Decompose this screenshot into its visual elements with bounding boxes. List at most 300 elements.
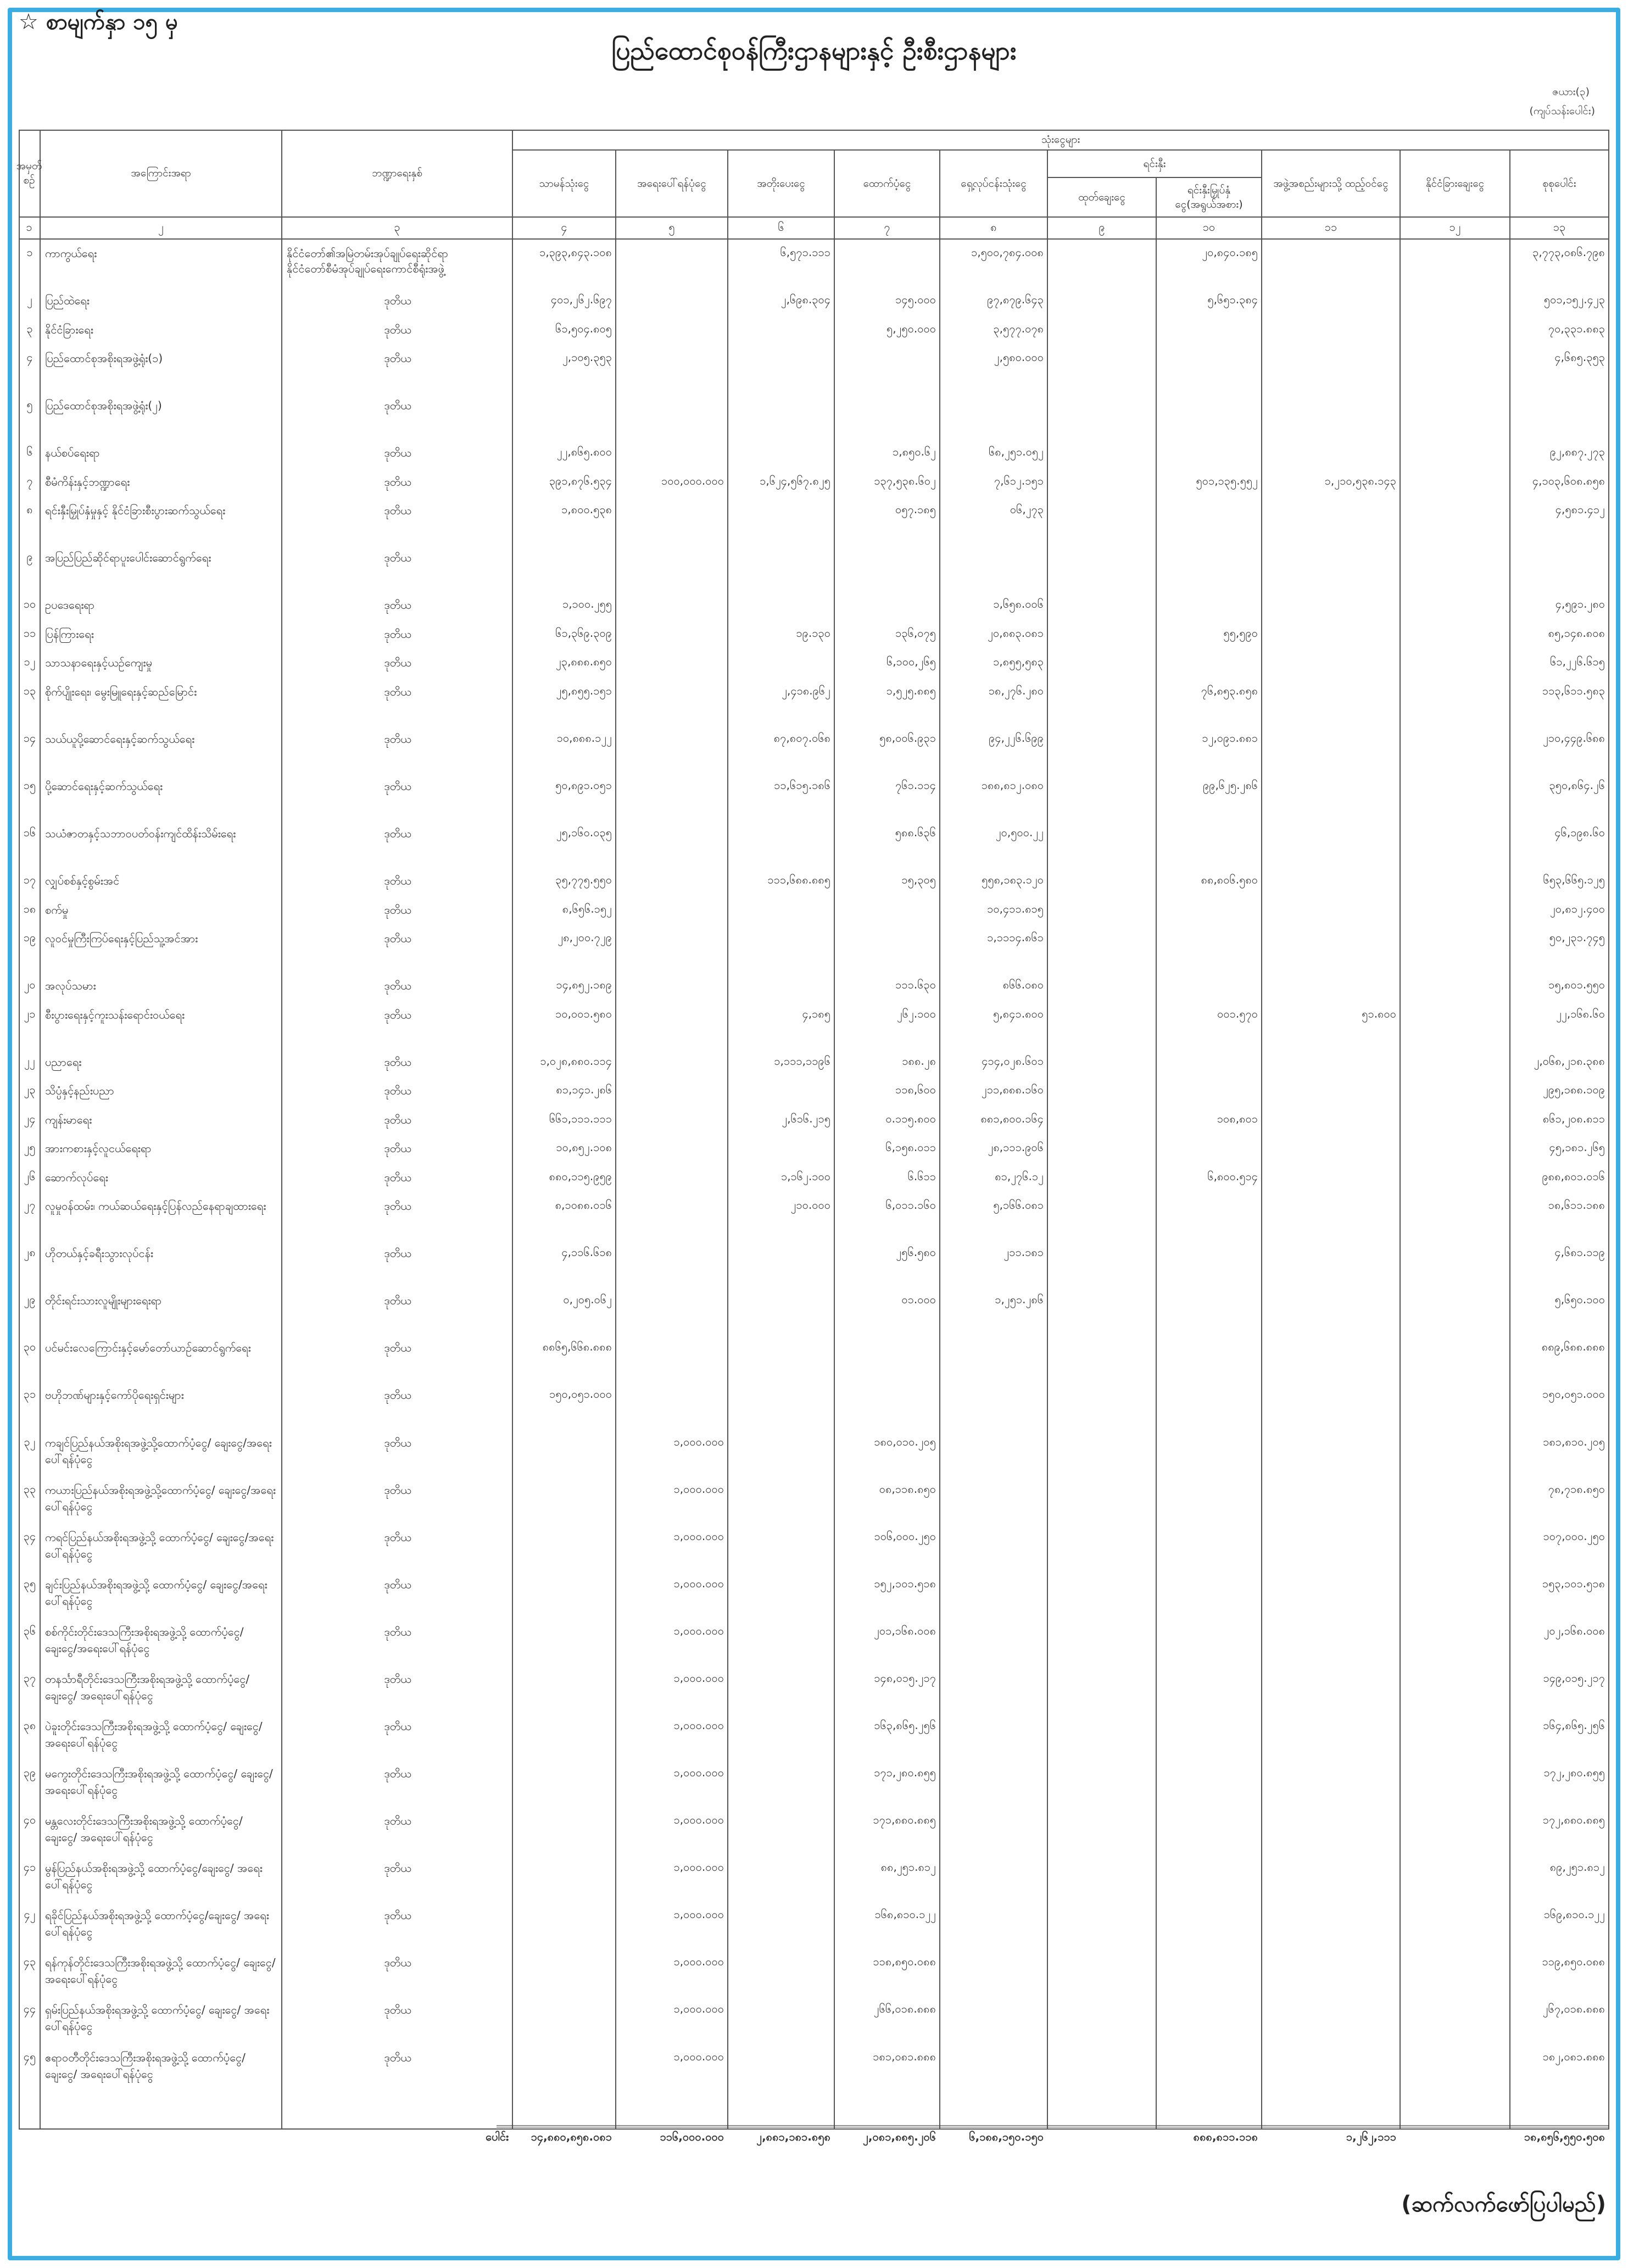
row-value: ၁,၈၅၀.၆၂ [893,445,936,459]
row-value: ၄,၁၁၆.၆၁၈ [561,1246,612,1259]
row-value: ၅,၆၅၀.၁၀၀ [1554,1293,1605,1307]
row-type: ဒုတိယ [384,685,411,698]
total-value: ၂,၀၈၁,၈၈၅.၂၀၆ [863,2130,936,2143]
row-value: ၁၈၁,၈၁၀.၂၀၅ [1543,1435,1605,1448]
row-value: ၆,၀၁၁.၁၆၀ [885,1198,936,1212]
row-value: ၆,၈၀၀.၅၁၄ [1207,1169,1258,1183]
row-value: ၁၆၉,၈၁၀.၁၂၂ [1543,1908,1605,1921]
column-number: ၁ [19,218,41,240]
row-label: ပင်မင်းလေကြောင်းနှင့်မော်တော်ယာဉ်ဆောင်ရွက်ရေး [45,1341,251,1355]
row-number: ၇ [26,474,33,487]
row-label: စီးပွားရေးနှင့်ကူးသန်းရောင်းဝယ်ရေး [45,1008,185,1021]
row-value: ၁၀၈,၈၀၁ [1217,1111,1258,1125]
table-number: ဇယား(၃) [1552,86,1590,98]
row-value: ၄,၆၈၁.၁၁၉ [1554,1246,1605,1259]
row-value: ၁,၁၀၀.၂၅၅ [562,597,612,611]
row-number: ၂၈ [24,1246,36,1259]
row-value: ၄၁၄,၀၂၈.၆၀၁ [982,1054,1044,1068]
row-value: ၈၅,၁၄၈.၈၀၈ [1548,626,1605,640]
row-value: ၁၁၈,၈၅၀.၀၈၈ [873,1955,936,1969]
row-value: ၃၉၁,၈၇၆.၅၃၄ [549,474,612,487]
row-value: ၁၃၇,၅၃၈.၆၀၂ [874,474,936,487]
row-value: ၂၅,၁၆၀.၀၃၅ [556,826,612,840]
row-value: ၂၁၀,၄၄၉.၆၈၈ [1543,731,1605,744]
row-value: ၁၇၁,၂၈၀.၈၅၅ [874,1766,936,1780]
row-value: ၁၈၈.၂၈ [902,1054,936,1068]
row-value: ၇,၆၁၂.၁၅၁ [994,474,1044,487]
row-value: ၁၁၉,၈၅၀.၀၈၈ [1542,1955,1605,1969]
row-number: ၂၁ [24,1007,36,1020]
row-type: ဒုတိယ [384,1008,411,1021]
row-value: ၁,၅၀၀,၇၈၄.၀၀၈ [971,246,1044,259]
row-type: ဒုတိယ [384,1199,411,1213]
row-number: ၁၀ [23,597,36,611]
row-type: ဒုတိယ [384,827,411,841]
row-value: ၇၆,၈၅၃.၈၅၈ [1201,683,1258,697]
row-value: ၆၆၁,၁၁၁.၁၁၁ [549,1111,612,1125]
row-value: ၁,၀၀၀.၀၀၀ [673,2002,724,2016]
row-value: ၁၁၁.၆၃၀ [895,978,936,992]
row-value: ၉၄,၂၂၆.၆၉၉ [989,731,1044,744]
row-value: ၆၁,၂၂၆.၆၁၅ [1550,655,1605,669]
row-type: ဒုတိယ [384,1814,411,1828]
column-number: ၅ [616,218,728,240]
row-number: ၃၆ [23,1624,36,1637]
row-value: ၁,၀၀၀.၀၀၀ [673,1529,724,1543]
row-value: ၉၈၈,၈၀၁.၀၁၆ [1542,1169,1605,1183]
row-number: ၄၁ [23,1860,36,1874]
continued-note: (ဆက်လက်ဖော်ပြပါမည်) [1401,2192,1606,2217]
row-type: ဒုတိယ [384,475,411,488]
row-value: ၁,၆၂၄,၅၆၇.၈၂၅ [760,474,830,487]
row-label: ပဲခူးတိုင်းဒေသကြီးအစိုးရအဖွဲ့သို့ ထောက်ပံ့ငွေ/ ချေးငွေ/ အရေးပေါ်ရန်ပုံငွေ [45,1719,263,1749]
row-type: ဒုတိယ [384,551,411,565]
row-type: ဒုတိယ [384,1170,411,1184]
column-number: ၂ [41,218,282,240]
row-label: ဗဟိုဘဏ်များနှင့်ကော်ပိုရေးရှင်းများ [45,1388,184,1402]
row-number: ၁၄ [23,731,36,744]
row-number: ၃၁ [23,1387,36,1401]
header-expenditure-group: သုံးငွေများ [513,130,1609,151]
row-value: ၁,၈၅၅,၅၈၃ [993,655,1044,669]
row-value: ၈၆၆.၀၈၀ [1002,978,1044,992]
row-type: ဒုတိယ [384,932,411,946]
row-value: ၂၀,၈၄၀.၁၈၅ [1202,246,1258,259]
row-value: ၁၉.၁၃၀ [796,626,830,640]
row-value: ၁,၂၁၀,၅၃၈.၁၄၃ [1324,474,1396,487]
row-value: ၀၀၁.၅၇၀ [1217,1007,1258,1020]
row-value: ၁၅၀,၀၅၁.၀၀၀ [549,1387,612,1401]
row-value: ၉၉,၆၂၅.၂၈၆ [1202,778,1258,792]
row-value: ၁,၀၀၀.၀၀၀ [673,1908,724,1921]
row-label: မွန်ပြည်နယ်အစိုးရအဖွဲ့သို့ ထောက်ပံ့ငွေ/ချေးငွေ/ အရေးပေါ်ရန်ပုံငွေ [45,1861,263,1892]
row-value: ၁,၆၅၈.၀၀၆ [993,597,1044,611]
row-value: ၁၄,၈၅၂.၁၈၉ [556,978,612,992]
row-type: ဒုတိယ [384,1113,411,1126]
row-value: ၈၁,၂၇၆.၁၂ [995,1169,1044,1183]
row-label: တိုင်းရင်းသားလူမျိုးများရေးရာ [45,1294,162,1308]
row-value: ၂၆၆,၀၁၈.၈၈၈ [873,2002,936,2016]
row-value: ၅,၈၄၁.၈၀၀ [993,1007,1044,1020]
row-type: ဒုတိယ [384,1530,411,1544]
column-number: ၁၀ [1157,218,1262,240]
row-label: လူဝင်မှုကြီးကြပ်ရေးနှင့်ပြည်သူ့အင်အား [45,932,198,946]
row-value: ၆,၁၅၈.၀၁၁ [885,1141,936,1154]
row-number: ၁ [26,246,33,259]
row-value: ၁၇၂,၈၈၀.၈၈၅ [1542,1813,1605,1827]
row-label: ပြန်ကြားရေး [45,627,94,641]
row-value: ၂,၄၁၈.၉၆၂ [782,683,830,697]
row-value: ၂၂,၁၆၈.၆၀ [1556,1007,1605,1020]
row-value: ၂,၆၉၈.၃၀၄ [780,293,830,307]
row-value: ၂၃,၈၈၈.၈၅၀ [556,655,612,669]
row-label: မန္တလေးတိုင်းဒေသကြီးအစိုးရအဖွဲ့သို့ ထောက်ပံ့ငွေ/ ချေးငွေ/ အရေးပေါ်ရန်ပုံငွေ [45,1814,243,1844]
row-value: ၆၁,၃၆၉.၃၀၉ [555,626,612,640]
row-number: ၉ [26,550,33,564]
row-value: ၁၀၇,၀၀၀.၂၅၀ [1543,1529,1605,1543]
row-value: ၁,၀၀၀.၀၀၀ [673,1766,724,1780]
row-value: ၄၅,၁၈၁.၂၆၅ [1549,1141,1605,1154]
row-number: ၂ [27,293,32,307]
row-label: သယံဇာတနှင့်သဘာဝပတ်ဝန်းကျင်ထိန်းသိမ်းရေး [45,827,236,841]
row-value: ၂၀၂,၁၆၈.၀၀၈ [1543,1624,1605,1637]
row-value: ၈၈၉,၆၈၈.၈၈၈ [1541,1340,1605,1354]
total-rule [497,2125,1609,2127]
budget-table [16,130,1609,2143]
row-value: ၅,၁၆၆.၀၈၁ [993,1198,1044,1212]
row-value: ၅,၆၅၁.၃၈၄ [1207,293,1258,307]
header-capital-subgroup: ရင်းနှီး [1048,151,1262,178]
row-type: ဒုတိယ [384,504,411,518]
page-reference: ☆ စာမျက်နှာ ၁၅ မှ [19,9,178,35]
row-number: ၂၉ [24,1293,36,1307]
row-type: ဒုတိယ [384,1341,411,1355]
row-value: ၃,၅၇၇.၀၇၈ [993,321,1044,335]
row-type: ဒုတိယ [384,1055,411,1069]
row-value: ၈၈၁,၈၀၀.၁၆၄ [980,1111,1044,1125]
row-label: မကွေးတိုင်းဒေသကြီးအစိုးရအဖွဲ့သို့ ထောက်ပံ့ငွေ/ ချေးငွေ/ အရေးပေါ်ရန်ပုံငွေ [45,1767,273,1797]
row-value: ၁,၁၆၂.၁၀၀ [780,1169,830,1183]
row-number: ၁၂ [24,655,36,669]
row-type: ဒုတိယ [384,598,411,612]
row-number: ၄၀ [23,1813,36,1827]
row-label: ပို့ဆောင်ရေးနှင့်ဆက်သွယ်ရေး [45,779,163,793]
row-value: ၇၀,၃၃၁.၈၈၃ [1548,321,1605,335]
row-value: ၀၁.၀၀၀ [901,1293,936,1307]
row-number: ၅ [26,398,33,412]
row-value: ၁၄၅.၀၀၀ [895,293,936,307]
row-value: ၀.၁၁၅.၈၀၀ [885,1111,936,1125]
header-c11: ရင်းနှီးမြှုပ်နှံငွေ(အရွယ်အစား) [1157,178,1262,218]
row-label: စက်မှု [45,903,69,916]
row-value: ၈၉,၂၅၁.၈၁၂ [1549,1860,1605,1874]
row-value: ၂၀,၅၀၀.၂၂ [995,826,1044,840]
row-value: ၁,၂၅၁.၂၈၆ [995,1293,1044,1307]
header-c8: ထောက်ပံ့ငွေ [835,151,940,218]
row-number: ၄၃ [23,1955,36,1969]
row-type: ဒုတိယ [384,1625,411,1638]
row-number: ၈ [26,503,33,516]
row-value: ၀၈,၁၁၈.၈၅၀ [879,1482,936,1496]
row-type: ဒုတိယ [384,656,411,670]
row-value: ၅၈၈.၆၃၆ [895,826,936,840]
row-type: ဒုတိယ [384,1577,411,1591]
row-number: ၄၂ [24,1908,36,1921]
column-line [1048,240,1157,2130]
row-type: ဒုတိယ [384,2050,411,2064]
row-value: ၁,၀၀၀.၀၀၀ [673,1624,724,1637]
row-number: ၂၄ [24,1111,36,1125]
row-number: ၃၀ [23,1340,36,1354]
row-value: ၁,၁၁၁,၁၁၉၆ [774,1054,830,1068]
row-number: ၂၃ [24,1083,36,1097]
row-value: ၁၀,၀၀၁.၅၈၀ [555,1007,612,1020]
row-label: ရင်းနှီးမြှုပ်နှံမှုနှင့် နိုင်ငံခြားစီးပွားဆက်သွယ်ရေး [45,504,226,518]
row-value: ၅၅,၅၉၀ [1223,626,1258,640]
column-number: ၁၂ [1401,218,1510,240]
row-number: ၃၉ [23,1766,36,1780]
row-value: ၁၈၂,၀၈၁.၈၈၈ [1542,2049,1605,2063]
row-label: သယ်ယူပို့ဆောင်ရေးနှင့်ဆက်သွယ်ရေး [45,732,195,746]
row-value: ၀,၂၀၅.၀၆၂ [563,1293,612,1307]
column-number: ၃ [282,218,513,240]
row-value: ၃၅,၇၇၅.၅၅၀ [555,873,612,887]
row-value: ၅၀၁,၁၅၂.၄၂၃ [1543,293,1605,307]
row-number: ၁၅ [23,778,36,792]
row-label: ဧရာဝတီတိုင်းဒေသကြီးအစိုးရအဖွဲ့သို့ ထောက်ပံ့ငွေ/ ချေးငွေ/ အရေးပေါ်ရန်ပုံငွေ [45,2050,246,2081]
row-value: ၈၈,၈၀၆.၅၈၀ [1201,873,1258,887]
row-value: ၂၅၆.၅၈၀ [896,1246,936,1259]
row-value: ၂,၅၈၀.၀၀၀ [994,351,1044,364]
row-value: ၁,၀၀၀.၀၀၀ [673,1860,724,1874]
row-label: စစ်ကိုင်းတိုင်းဒေသကြီးအစိုးရအဖွဲ့သို့ ထောက်ပံ့ငွေ/ ချေးငွေ/အရေးပေါ်ရန်ပုံငွေ [45,1625,244,1655]
row-number: ၁၆ [23,826,36,840]
row-number: ၁၈ [23,902,36,915]
row-value: ၁၈၀,၀၁၀.၂၀၅ [874,1435,936,1448]
row-label: လျှပ်စစ်နှင့်စွမ်းအင် [45,874,120,888]
row-type: ဒုတိယ [384,1956,411,1970]
row-value: ၁,၀၀၀.၀၀၀ [673,1576,724,1590]
row-type: ဒုတိယ [384,903,411,916]
total-value: ၂,၈၈၁,၁၈၁.၈၅၈ [756,2130,830,2143]
row-value: ၄,၁၀၃,၆၀၈.၈၅၈ [1532,474,1605,487]
row-value: ၂၀,၈၈၃.၀၈၁ [988,626,1044,640]
row-label: စီမံကိန်းနှင့်ဘဏ္ဍာရေး [45,475,130,488]
row-value: ၁,၁၁၁၄.၈၆၁ [987,931,1044,944]
row-type: ဒုတိယ [384,399,411,413]
header-department: အကြောင်းအရာ [41,130,282,218]
row-value: ၈၈,၂၅၁.၈၁၂ [880,1860,936,1874]
row-number: ၂၇ [24,1198,36,1212]
row-value: ၁,၀၀၀.၀၀၀ [673,1813,724,1827]
row-value: ၃,၇၇၃,၀၈၆.၇၉၈ [1532,246,1605,259]
row-type: ဒုတိယ [384,323,411,336]
row-value: ၁၀၆,၀၀၀.၂၅၀ [874,1529,936,1543]
row-type: ဒုတိယ [384,1084,411,1098]
row-value: ၁၂,၀၉၁.၈၈၁ [1202,731,1258,744]
row-value: ၁၈,၂၇၆.၂၈၀ [988,683,1044,697]
row-value: ၁၈,၆၁၁.၁၈၈ [1548,1198,1605,1212]
row-number: ၂၀ [24,978,36,992]
row-value: ၂၈,၂၀၀.၇၂၉ [557,931,612,944]
row-value: ၂၁၁.၁၈၁ [1003,1246,1044,1259]
row-number: ၃၃ [23,1482,36,1496]
row-value: ၈၈၀,၁၁၅.၉၅၉ [549,1169,612,1183]
row-value: ၈၁,၁၄၁.၂၈၆ [556,1083,612,1097]
row-label: ပြည်ထဲရေး [45,294,90,308]
row-label: စိုက်ပျိုးရေး၊ မွေးမြူရေးနှင့်ဆည်မြောင်း [45,685,197,698]
row-value: ၁,၀၀၀.၀၀၀ [673,1955,724,1969]
column-number: ၉ [1048,218,1157,240]
row-type: ဒုတိယ [384,1142,411,1155]
row-label: ရန်ကုန်တိုင်းဒေသကြီးအစိုးရအဖွဲ့သို့ ထောက်ပံ့ငွေ/ ချေးငွေ/ အရေးပေါ်ရန်ပုံငွေ [45,1956,276,1986]
row-value: ၁,၀၂၈,၈၈၀.၁၁၄ [540,1054,612,1068]
row-number: ၄ [26,351,33,364]
row-value: ၁၇၂,၂၈၀.၈၅၅ [1543,1766,1605,1780]
row-number: ၁၁ [23,626,36,640]
row-value: ၁၄၈,၀၁၅.၂၁၇ [874,1671,936,1685]
row-value: ၁၆၃,၈၆၅.၂၅၆ [874,1718,936,1732]
row-type: ဒုတိယ [384,1861,411,1875]
row-value: ၁၃၆,၀၇၅ [895,626,936,640]
row-label: ကယားပြည်နယ်အစိုးရအဖွဲ့သို့ထောက်ပံ့ငွေ/ ချေးငွေ/အရေးပေါ်ရန်ပုံငွေ [45,1483,276,1513]
row-value: ၇၈,၇၁၈.၈၅၀ [1548,1482,1605,1496]
row-value: ၁၅,၃၀၅ [901,873,936,887]
row-type: ဒုတိယ [384,732,411,746]
column-number: ၇ [835,218,940,240]
row-value: ၁၆၈,၈၁၀.၁၂၂ [874,1908,936,1921]
row-type: ဒုတိယ [384,446,411,460]
row-value: ၂၆၂.၁၀၀ [896,1007,936,1020]
row-number: ၃၂ [24,1435,36,1448]
column-number: ၁၁ [1262,218,1401,240]
row-value: ၅၈,၀၀၆.၉၃၁ [879,731,936,744]
row-value: ၅၅၈,၁၈၃.၁၂၀ [982,873,1044,887]
row-value: ၀၅၇.၁၈၅ [895,503,936,516]
row-value: ၁၈၈,၈၁၂.၀၈၀ [981,778,1044,792]
row-value: ၁၁၈,၆၀၀ [895,1083,936,1097]
row-value: ၉၇,၈၇၉.၆၄၃ [987,293,1044,307]
row-number: ၄၅ [23,2049,36,2063]
total-value: ၁၁၆,၀၀၀.၀၀၀ [660,2130,724,2143]
row-value: ၈၆၁,၂၀၈.၈၁၁ [1542,1111,1605,1125]
row-label: ကျန်းမာရေး [45,1113,92,1126]
column-line [616,240,728,2130]
row-value: ၈,၆၅၆.၁၅၂ [562,902,612,915]
column-number: ၆ [728,218,835,240]
row-label: ဆောက်လုပ်ရေး [45,1170,108,1184]
row-value: ၁,၀၀၀.၀၀၀ [673,1435,724,1448]
row-label: ချင်းပြည်နယ်အစိုးရအဖွဲ့သို့ ထောက်ပံ့ငွေ/ ချေးငွေ/အရေးပေါ်ရန်ပုံငွေ [45,1577,267,1608]
row-value: ၈၈၆၅,၆၆၈.၈၈၈ [542,1340,612,1354]
row-value: ၁၅၃,၁၀၁.၅၁၈ [1542,1576,1605,1590]
row-type: ဒုတိယ [384,1909,411,1922]
row-type: ဒုတိယ [384,1672,411,1686]
row-type: ဒုတိယ [384,1294,411,1308]
total-label: ပေါင်း [486,2130,509,2143]
row-number: ၃ [26,321,33,335]
row-type: ဒုတိယ [384,874,411,888]
row-value: ၉၂,၈၈၇.၂၇၃ [1549,445,1605,459]
row-type: ဒုတိယ [384,1767,411,1781]
row-value: ၂,၁၀၅.၃၅၃ [562,351,612,364]
row-label: ရခိုင်ပြည်နယ်အစိုးရအဖွဲ့သို့ ထောက်ပံ့ငွေ/ချေးငွေ/ အရေးပေါ်ရန်ပုံငွေ [45,1909,269,1939]
row-value: ၆၅၃,၆၆၅.၁၂၅ [1543,873,1605,887]
row-value: ၂၁၀.၀၀၀ [790,1198,830,1212]
row-type: ဒုတိယ [384,779,411,793]
row-value: ၁၈၁,၀၈၁.၈၈၈ [873,2049,936,2063]
row-label: အားကစားနှင့်လူငယ်ရေးရာ [45,1142,152,1155]
row-type-secondary: နိုင်ငံတော်စီမံအုပ်ချုပ်ရေးကောင်စီရုံးအဖွဲ့ [287,262,444,275]
row-value: ၀၆,၂၇၃ [1010,503,1044,516]
row-value: ၁,၀၀၀.၀၀၀ [673,1482,724,1496]
row-value: ၄,၁၈၅ [802,1007,830,1020]
row-value: ၈၇,၈၀၇.၀၆၈ [773,731,830,744]
row-value: ၂၂,၈၆၅.၈၀၀ [556,445,612,459]
row-type: ဒုတိယ [384,1388,411,1402]
row-number: ၂၅ [24,1141,36,1154]
row-number: ၂၂ [24,1054,35,1068]
row-value: ၁,၀၀၀.၀၀၀ [673,1671,724,1685]
row-label: ကာကွယ်ရေး [45,247,97,260]
row-value: ၂,၆၁၆.၂၁၅ [782,1111,830,1125]
row-value: ၁,၀၀၀.၀၀၀ [673,1718,724,1732]
row-label: အလုပ်သမား [45,979,96,993]
column-number: ၁၃ [1510,218,1609,240]
row-number: ၁၇ [23,873,36,887]
row-value: ၁၀,၈၈၈.၁၂၂ [556,731,612,744]
header-c14: စုစုပေါင်း [1510,151,1609,218]
header-c10: ထုတ်ချေးငွေ [1048,178,1157,218]
row-type: နိုင်ငံတော်၏အမြဲတမ်းအုပ်ချုပ်ရေးဆိုင်ရာ [287,247,449,260]
row-label: ကရင်ပြည်နယ်အစိုးရအဖွဲ့သို့ ထောက်ပံ့ငွေ/ ချေးငွေ/အရေးပေါ်ရန်ပုံငွေ [45,1530,274,1560]
row-label: ကချင်ပြည်နယ်အစိုးရအဖွဲ့သို့ထောက်ပံ့ငွေ/ ချေးငွေ/အရေးပေါ်ရန်ပုံငွေ [45,1436,272,1466]
row-type: ဒုတိယ [384,1719,411,1733]
row-value: ၁၄၉,၀၁၅.၂၁၇ [1543,1671,1605,1685]
row-value: ၇၆၁.၁၁၄ [895,778,936,792]
row-value: ၆၁,၅၀၄.၈၀၅ [555,321,612,335]
row-number: ၆ [26,445,33,459]
row-value: ၁၅၂,၁၀၁.၅၁၈ [874,1576,936,1590]
header-sr: အမှတ်စဉ် [19,130,41,218]
total-value: ၁၄,၈၈၀,၈၅၈.၀၈၁ [531,2130,612,2143]
row-value: ၃၅၀,၈၆၄.၂၆ [1549,778,1605,792]
row-number: ၃၇ [23,1671,36,1685]
row-value: ၂၈,၁၁၁.၉၀၆ [988,1141,1044,1154]
column-line [1262,240,1401,2130]
row-value: ၅၀,၂၃၁.၇၄၅ [1549,931,1605,944]
header-c12: အဖွဲ့အစည်းများသို့ ထည့်ဝင်ငွေ [1262,151,1401,218]
row-label: အပြည်ပြည်ဆိုင်ရာပူးပေါင်းဆောင်ရွက်ရေး [45,551,211,565]
row-type: ဒုတိယ [384,979,411,993]
row-value: ၁၁၃,၆၁၁.၅၈၃ [1542,683,1605,697]
page-title: ပြည်ထောင်စုဝန်ကြီးဌာနများနှင့် ဦးစီးဌာနများ [611,36,1017,65]
row-number: ၃၄ [23,1529,36,1543]
header-year: ဘဏ္ဍာရေးနှစ် [282,130,513,218]
row-value: ၄၀၁,၂၆၂.၆၉၇ [550,293,612,307]
row-value: ၂၅,၈၅၅.၁၅၁ [556,683,612,697]
row-label: နိုင်ငံခြားရေး [45,323,93,336]
row-value: ၁၁၁,၆၈၈.၈၈၅ [767,873,830,887]
row-number: ၃၅ [23,1576,36,1590]
row-value: ၅၀,၈၉၁.၀၅၁ [555,778,612,792]
row-value: ၄,၆၈၅.၃၅၃ [1554,351,1605,364]
row-number: ၁၃ [23,683,36,697]
header-c9: ရှေ့လုပ်ငန်းသုံးငွေ [940,151,1048,218]
header-c6: အရေးပေါ်ရန်ပုံငွေ [616,151,728,218]
row-label: ရှမ်းပြည်နယ်အစိုးရအဖွဲ့သို့ ထောက်ပံ့ငွေ/ ချေးငွေ/ အရေးပေါ်ရန်ပုံငွေ [45,2003,270,2033]
row-value: ၄၆,၁၉၈.၆၀ [1554,826,1605,840]
